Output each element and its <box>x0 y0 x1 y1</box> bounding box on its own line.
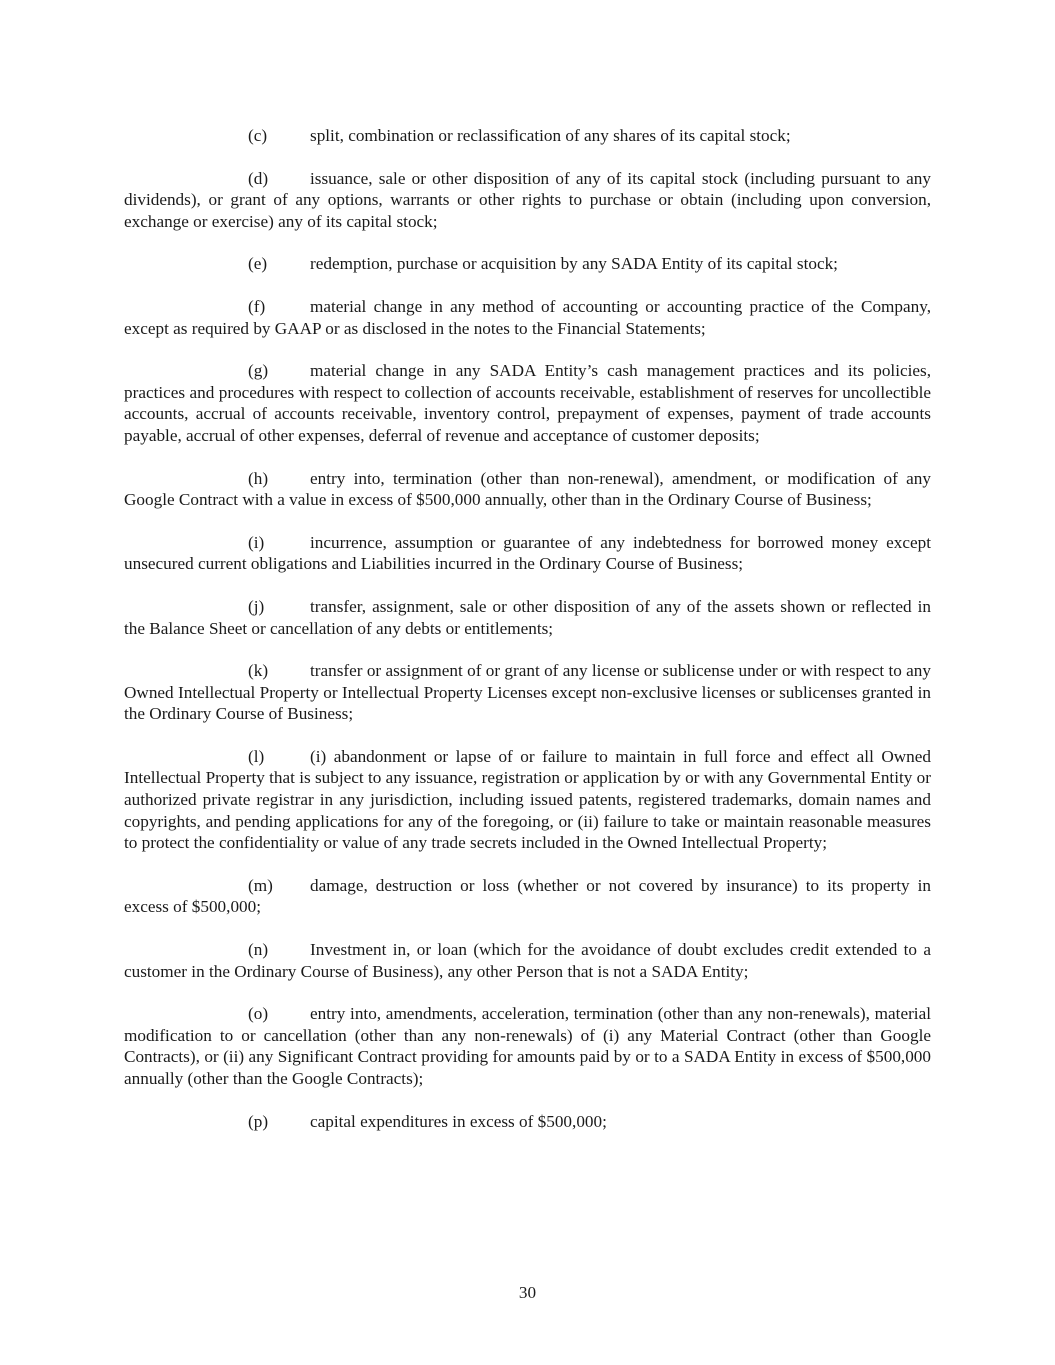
clause-label: (e) <box>248 254 268 274</box>
clause-text: capital expenditures in excess of $500,000; <box>310 1111 607 1131</box>
clause-label: (l) <box>248 746 265 766</box>
clause-label: (o) <box>248 1004 269 1024</box>
clause-o <box>124 1003 931 1089</box>
clause-p <box>124 1111 931 1133</box>
clause-label: (f) <box>248 296 266 316</box>
clause-f <box>124 296 931 339</box>
clause-label: (k) <box>248 661 269 681</box>
clause-c <box>124 125 931 147</box>
clause-g <box>124 360 931 446</box>
clause-label: (d) <box>248 168 269 188</box>
clause-text: damage, destruction or loss (whether or not covered by insurance) to its property in excess of $500,000; <box>124 875 931 917</box>
clause-e <box>124 253 931 275</box>
clause-label: (c) <box>248 126 268 145</box>
clause-label: (i) <box>248 532 265 552</box>
clause-label: (j) <box>248 596 265 616</box>
clause-text: transfer, assignment, sale or other disposition of any of the assets shown or reflected in the Balance Sheet or cancellation of any debts or entitlements; <box>124 596 931 638</box>
clause-text: issuance, sale or other disposition of any of its capital stock (including pursuant to any dividends), or grant of any options, warrants or other rights to purchase or obtain (including upon conversion, exchange or exercise) any of its capital stock; <box>124 168 931 231</box>
clause-label: (m) <box>248 875 273 895</box>
clause-label: (p) <box>248 1111 269 1131</box>
clause-text: Investment in, or loan (which for the avoidance of doubt excludes credit extended to a customer in the Ordinary Course of Business), any other Person that is not a SADA Entity; <box>124 940 931 981</box>
clause-text: transfer or assignment of or grant of any license or sublicense under or with respect to any Owned Intellectual Property or Intellectual Property Licenses except non-exclusive licenses or sublicenses granted in the Ordinary Course of Business; <box>124 661 931 724</box>
clause-i <box>124 532 931 575</box>
clause-j <box>124 596 931 639</box>
clause-text: redemption, purchase or acquisition by any SADA Entity of its capital stock; <box>310 254 838 274</box>
clause-l <box>124 746 931 854</box>
clause-text: (i) abandonment or lapse of or failure to maintain in full force and effect all Owned Intellectual Property that is subject to any issuance, registration or application by or with any Governmental Entity or authorized private registrar in any jurisdiction, including issued patents, registered trademarks, domain names and copyrights, and pending applications for any of the foregoing, or (ii) failure to take or maintain reasonable measures to protect the confidentiality or value of any trade secrets included in the Owned Intellectual Property; <box>124 746 931 853</box>
clause-h <box>124 468 931 511</box>
clause-text: incurrence, assumption or guarantee of any indebtedness for borrowed money except unsecured current obligations and Liabilities incurred in the Ordinary Course of Business; <box>124 532 931 574</box>
clause-text: split, combination or reclassification of any shares of its capital stock; <box>310 126 791 145</box>
clause-text: entry into, termination (other than non-renewal), amendment, or modification of any Google Contract with a value in excess of $500,000 annually, other than in the Ordinary Course of Business; <box>124 468 931 510</box>
clause-label: (n) <box>248 940 269 960</box>
clause-text: entry into, amendments, acceleration, termination (other than any non-renewals), material modification to or cancellation (other than any non-renewals) of (i) any Material Contract (other than Google Contracts), or (ii) any Significant Contract providing for amounts paid by or to a SADA Entity in excess of $500,000 annually (other than the Google Contracts); <box>124 1004 931 1088</box>
clause-label: (g) <box>248 361 269 381</box>
clause-text: material change in any method of accounting or accounting practice of the Company, except as required by GAAP or as disclosed in the notes to the Financial Statements; <box>124 296 931 338</box>
clause-label: (h) <box>248 468 269 488</box>
clause-k <box>124 660 931 725</box>
clause-m <box>124 875 931 918</box>
clause-n <box>124 939 931 982</box>
page-number: 30 <box>518 1283 537 1302</box>
clause-list <box>124 125 931 1153</box>
clause-text: material change in any SADA Entity’s cash management practices and its policies, practices and procedures with respect to collection of accounts receivable, establishment of reserves for uncollectible accounts, accrual of accounts receivable, inventory control, prepayment of expenses, payment of trade accounts payable, accrual of other expenses, deferral of revenue and acceptance of customer deposits; <box>124 361 931 445</box>
clause-d <box>124 168 931 233</box>
